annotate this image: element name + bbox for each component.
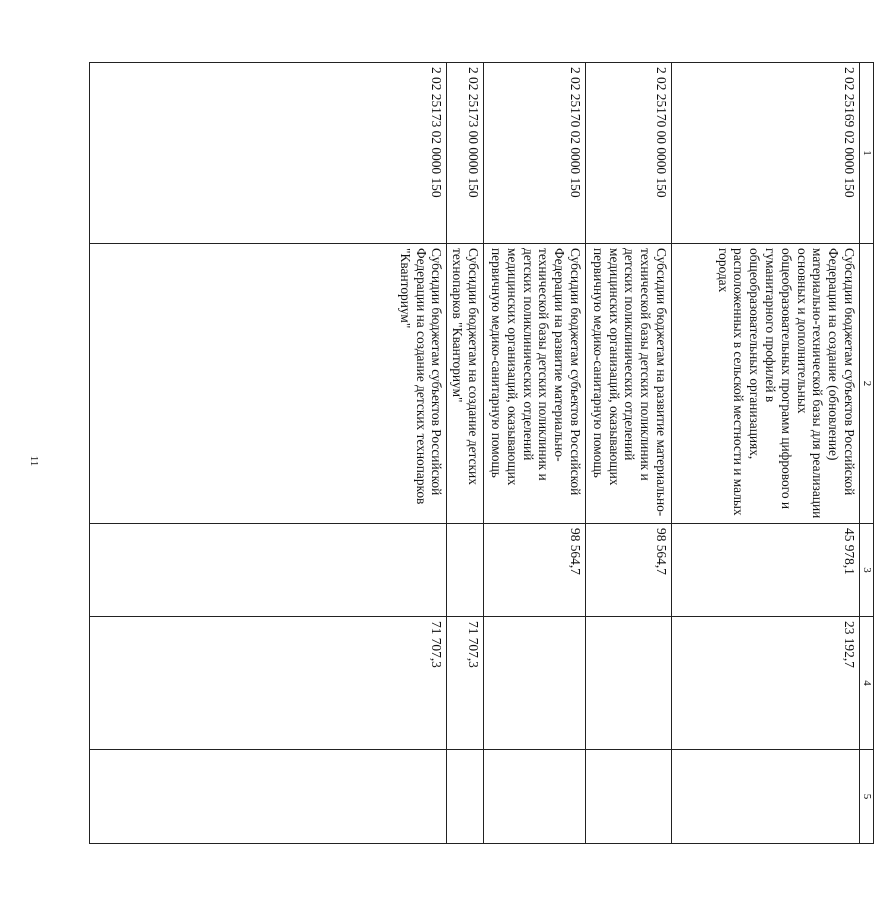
header-col-3: 3 [860,524,874,617]
row-col5 [672,750,860,844]
row-code: 2 02 25170 02 0000 150 [484,63,586,244]
row-code: 2 02 25169 02 0000 150 [672,63,860,244]
row-col4 [484,617,586,750]
row-col3: 98 564,7 [586,524,672,617]
row-col3: 45 978,1 [672,524,860,617]
row-name: Субсидии бюджетам субъектов Российской Федерации на создание детских технопарков "Кванториум" [90,244,447,524]
row-col3 [90,524,447,617]
header-col-5: 5 [860,750,874,844]
row-col4: 71 707,3 [90,617,447,750]
row-col4: 23 192,7 [672,617,860,750]
header-row [860,63,874,844]
row-code: 2 02 25173 02 0000 150 [90,63,447,244]
row-col3: 98 564,7 [484,524,586,617]
row-name: Субсидии бюджетам субъектов Российской Федерации на развитие материально-технической базы детских поликлиник и детских поликлинических отделений медицинских организаций, оказывающих первичную медико-санитарную помощь [484,244,586,524]
row-col5 [447,750,484,844]
page-number: 11 [28,455,40,467]
header-col-2: 2 [860,244,874,524]
row-col5 [90,750,447,844]
row-col3 [447,524,484,617]
table-row [90,63,447,844]
row-col4: 71 707,3 [447,617,484,750]
row-col5 [484,750,586,844]
row-name: Субсидии бюджетам субъектов Российской Федерации на создание (обновление) материально-технической базы для реализации основных и дополнительных общеобразовательных программ цифрового и гуманитарного профилей в общеобразовательных организациях, расположенных в сельской местности и малых городах [672,244,860,524]
header-col-4: 4 [860,617,874,750]
row-code: 2 02 25173 00 0000 150 [447,63,484,244]
table-row [672,63,860,844]
row-name: Субсидии бюджетам на создание детских технопарков "Кванториум" [447,244,484,524]
header-col-1: 1 [860,63,874,244]
budget-table [89,62,874,844]
row-col5 [586,750,672,844]
row-col4 [586,617,672,750]
table-row [586,63,672,844]
row-code: 2 02 25170 00 0000 150 [586,63,672,244]
row-name: Субсидии бюджетам на развитие материально-технической базы детских поликлиник и детских поликлинических отделений медицинских организаций, оказывающих первичную медико-санитарную помощь [586,244,672,524]
rotated-table-container [89,62,874,843]
table-row [484,63,586,844]
table-row [447,63,484,844]
